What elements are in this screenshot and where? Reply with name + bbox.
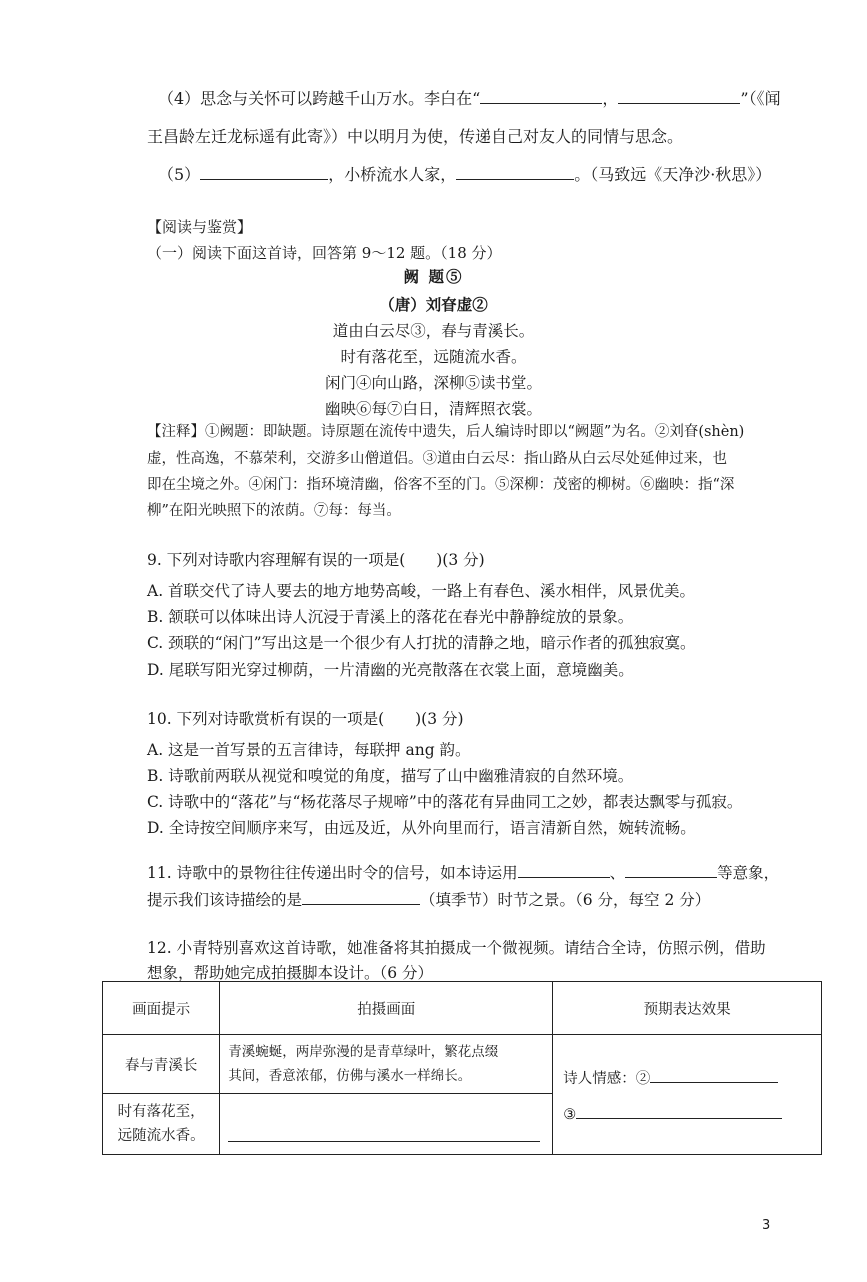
row1-scene: 青溪蜿蜒，两岸弥漫的是青草绿叶，繁花点缀 其间，香意浓郁，仿佛与溪水一样绵长。 xyxy=(220,1035,553,1094)
note-line-3: 即在尘境之外。④闲门：指环境清幽，俗客不至的门。⑤深柳：茂密的柳树。⑥幽映：指“深 xyxy=(147,477,735,493)
q11-blank-2[interactable] xyxy=(625,861,717,878)
script-table xyxy=(102,981,822,1155)
q5-line: （5） ，小桥流水人家， 。（马致远《天净沙·秋思》） xyxy=(158,165,772,184)
note-line-4: 柳”在阳光映照下的浓荫。⑦每：每当。 xyxy=(147,503,401,519)
poem-line-4: 幽映⑥每⑦白日，清辉照衣裳。 xyxy=(324,400,542,418)
q10-option-c[interactable]: C. 诗歌中的“落花”与“杨花落尽子规啼”中的落花有异曲同工之妙，都表达飘零与孤寂。 xyxy=(147,793,743,811)
q4-line1: （4）思念与关怀可以跨越千山万水。李白在“ ， ”（《闻 xyxy=(158,89,781,108)
q11-line2: 提示我们该诗描绘的是 （填季节）时节之景。（6 分，每空 2 分） xyxy=(147,888,710,910)
row2-hint: 时有落花至， 远随流水香。 xyxy=(103,1094,220,1155)
q5-blank-1[interactable] xyxy=(200,163,328,180)
q11-line1: 11. 诗歌中的景物往往传递出时令的信号，如本诗运用 、 等意象， xyxy=(147,861,779,883)
q11-blank-1[interactable] xyxy=(518,861,610,878)
row2-scene-blank[interactable] xyxy=(228,1119,540,1142)
q9-option-a[interactable]: A. 首联交代了诗人要去的地方地势高峻，一路上有春色、溪水相伴，风景优美。 xyxy=(147,582,696,600)
q12-line2: 想象，帮助她完成拍摄脚本设计。（6 分） xyxy=(147,964,434,982)
q4-blank-1[interactable] xyxy=(480,87,602,104)
poem-line-3: 闲门④向山路，深柳⑤读书堂。 xyxy=(324,374,542,392)
q5-blank-2[interactable] xyxy=(456,163,574,180)
poem-author: （唐）刘眘虚② xyxy=(379,295,488,314)
effect-row-3: ③ xyxy=(563,1102,811,1123)
poem-line-1: 道由白云尽③，春与青溪长。 xyxy=(332,322,535,340)
q10-option-a[interactable]: A. 这是一首写景的五言律诗，每联押 ang 韵。 xyxy=(147,741,471,759)
q10-option-d[interactable]: D. 全诗按空间顺序来写，由远及近，从外向里而行，语言清新自然，婉转流畅。 xyxy=(147,819,696,837)
row2-scene xyxy=(220,1094,553,1155)
section-intro: （一）阅读下面这首诗，回答第 9～12 题。（18 分） xyxy=(147,244,502,262)
poem-title: 阙 题⑤ xyxy=(403,267,464,286)
q10-option-b[interactable]: B. 诗歌前两联从视觉和嗅觉的角度，描写了山中幽雅清寂的自然环境。 xyxy=(147,767,634,785)
q11-blank-3[interactable] xyxy=(302,888,420,905)
q10-stem: 10. 下列对诗歌赏析有误的一项是( )(3 分) xyxy=(147,710,464,728)
header-scene: 拍摄画面 xyxy=(220,982,553,1035)
note-line-1: 【注释】①阙题：即缺题。诗原题在流传中遗失，后人编诗时即以“阙题”为名。②刘眘(shèn) xyxy=(147,424,745,440)
row1-hint: 春与青溪长 xyxy=(103,1035,220,1094)
effect-cell xyxy=(553,1035,822,1155)
effect-row-2: 诗人情感：② xyxy=(563,1066,811,1088)
header-effect: 预期表达效果 xyxy=(553,982,822,1035)
q9-option-d[interactable]: D. 尾联写阳光穿过柳荫，一片清幽的光亮散落在衣裳上面，意境幽美。 xyxy=(147,661,634,679)
note-line-2: 虚，性高逸，不慕荣利，交游多山僧道侣。③道由白云尽：指山路从白云尽处延伸过来，也 xyxy=(147,451,727,467)
q9-option-c[interactable]: C. 颈联的“闲门”写出这是一个很少有人打扰的清静之地，暗示作者的孤独寂寞。 xyxy=(147,634,696,652)
q12-line1: 12. 小青特别喜欢这首诗歌，她准备将其拍摄成一个微视频。请结合全诗，仿照示例，借助 xyxy=(147,939,766,957)
q9-option-b[interactable]: B. 颔联可以体味出诗人沉浸于青溪上的落花在春光中静静绽放的景象。 xyxy=(147,608,634,626)
section-title: 【阅读与鉴赏】 xyxy=(147,218,253,236)
q4-line2: 王昌龄左迁龙标遥有此寄》）中以明月为使，传递自己对友人的同情与思念。 xyxy=(147,127,684,146)
q9-stem: 9. 下列对诗歌内容理解有误的一项是( )(3 分) xyxy=(147,551,485,569)
poem-line-2: 时有落花至，远随流水香。 xyxy=(340,348,527,366)
q4-blank-2[interactable] xyxy=(618,87,740,104)
effect-blank-2[interactable] xyxy=(650,1066,778,1083)
header-hint: 画面提示 xyxy=(103,982,220,1035)
effect-blank-3[interactable] xyxy=(576,1102,782,1119)
page-number: 3 xyxy=(762,1218,771,1233)
